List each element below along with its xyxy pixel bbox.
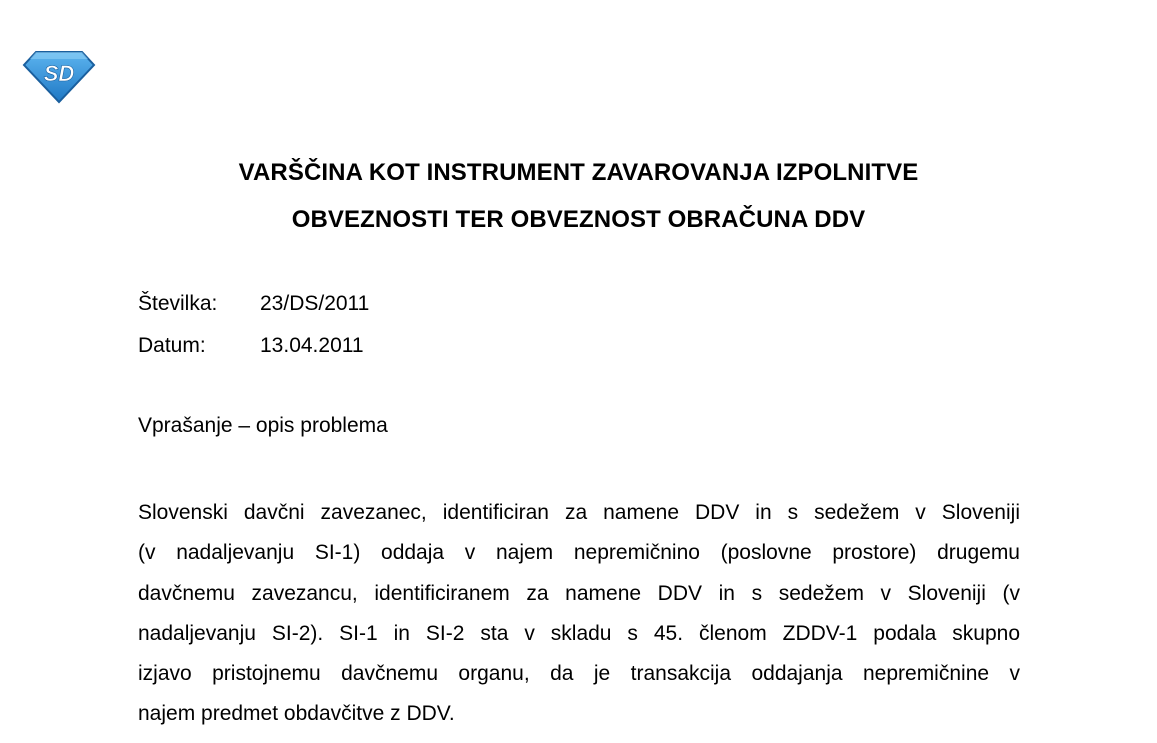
body-line: najem predmet obdavčitve z DDV. — [138, 702, 455, 726]
meta-label-date: Datum: — [138, 334, 206, 357]
meta-row-number — [138, 292, 369, 316]
body-paragraph — [138, 493, 1020, 735]
meta-row-date — [138, 334, 364, 358]
company-logo-icon — [22, 48, 96, 104]
body-line: nadaljevanju SI-2). SI-1 in SI-2 sta v skladu s 45. členom ZDDV-1 podala skupno — [138, 621, 1020, 645]
section-heading: Vprašanje – opis problema — [138, 414, 388, 437]
document-title-line-1: VARŠČINA KOT INSTRUMENT ZAVAROVANJA IZPOLNITVE — [238, 159, 919, 186]
body-line: izjavo pristojnemu davčnemu organu, da je transakcija oddajanja nepremičnine v — [138, 662, 1020, 686]
body-line: Slovenski davčni zavezanec, identificiran za namene DDV in s sedežem v Sloveniji — [138, 501, 1020, 524]
body-line: (v nadaljevanju SI-1) oddaja v najem nepremičnino (poslovne prostore) drugemu — [138, 541, 1020, 565]
meta-label-number: Številka: — [138, 292, 218, 315]
meta-value-number: 23/DS/2011 — [260, 292, 370, 315]
meta-value-date: 13.04.2011 — [260, 334, 364, 357]
logo-lettering: SD — [43, 61, 75, 86]
body-line: davčnemu zavezancu, identificiranem za namene DDV in s sedežem v Sloveniji (v — [138, 581, 1020, 605]
document-title-line-2: OBVEZNOSTI TER OBVEZNOST OBRAČUNA DDV — [291, 206, 866, 233]
